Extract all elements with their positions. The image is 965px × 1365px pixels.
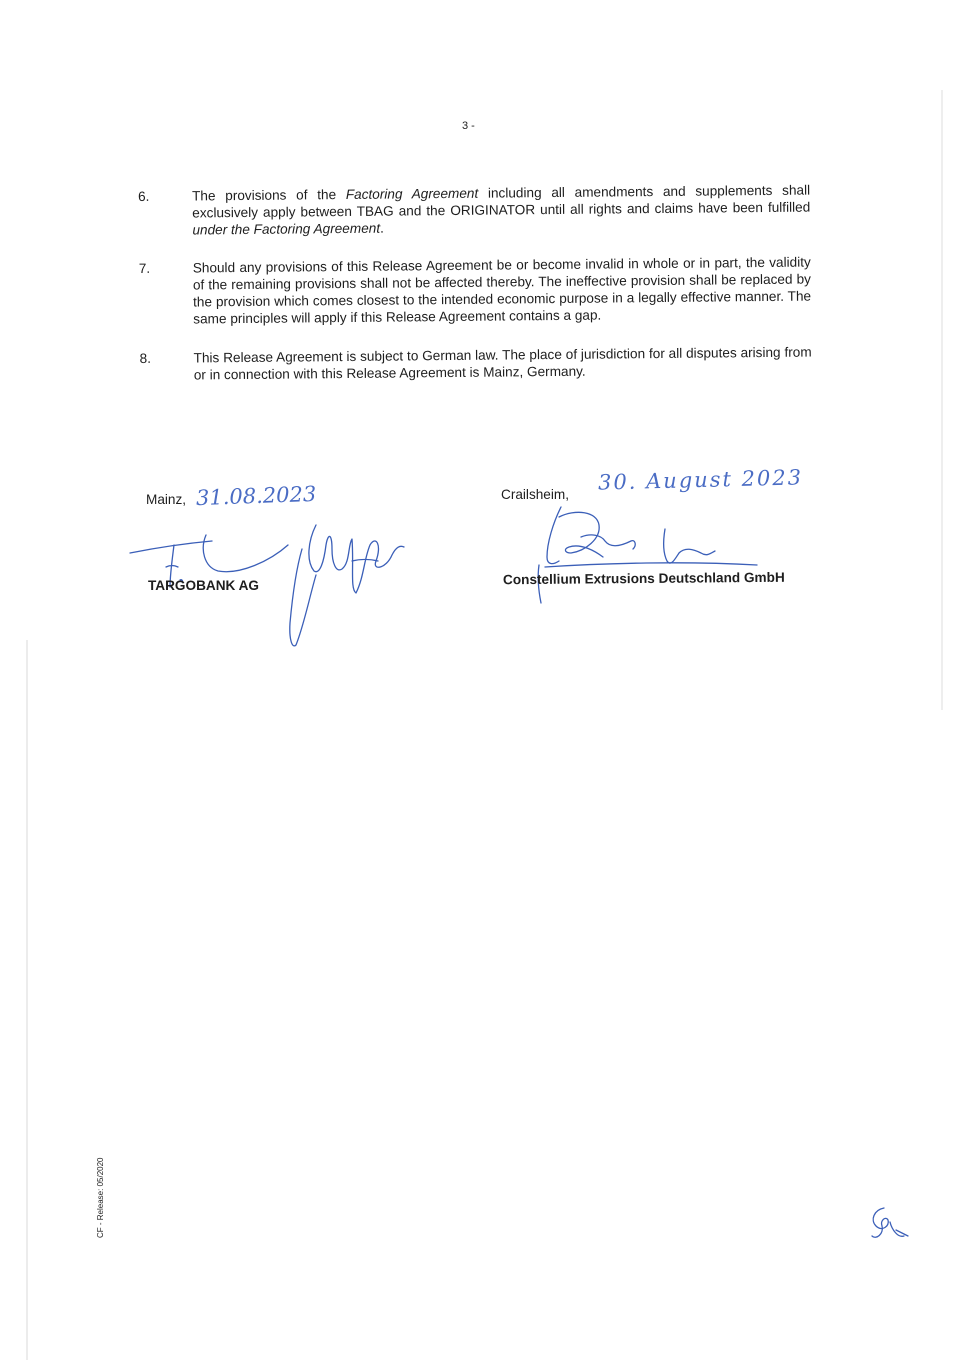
clause-list xyxy=(138,182,814,383)
defined-term: Factoring Agreement xyxy=(345,185,479,203)
scan-edge-left xyxy=(26,640,28,1360)
clause-text: The provisions of the Factoring Agreement including all amendments and supplements shall exclusively apply between TBAG and the ORIGINATOR until all rights and claims have been fulfilled under the Factoring Agreement. xyxy=(192,182,811,238)
clause-number: 6. xyxy=(138,188,150,204)
clause-text: Should any provisions of this Release Agreement be or become invalid in whole or in part, the validity of the remaining provisions shall not be affected thereby. The ineffective provision shall be replaced by the provision which comes closest to the intended economic purpose in a legally effective manner. The same principles will apply if this Release Agreement contains a gap. xyxy=(192,254,812,327)
clause-text: This Release Agreement is subject to German law. The place of jurisdiction for all disputes arising from or in connection with this Release Agreement is Mainz, Germany. xyxy=(193,344,812,383)
clause-number: 8. xyxy=(139,350,152,366)
signature-place: Crailsheim, xyxy=(501,487,569,502)
signatory-company: Constellium Extrusions Deutschland GmbH xyxy=(502,569,785,588)
handwritten-date: 30. August 2023 xyxy=(597,465,804,495)
release-footer: CF - Release: 05/2020 xyxy=(96,1157,105,1238)
handwritten-initials xyxy=(864,1200,914,1250)
clause-6 xyxy=(138,182,814,238)
clause-number: 7. xyxy=(138,260,151,276)
clause-7 xyxy=(138,254,815,327)
handwritten-signature-constellium xyxy=(525,495,765,610)
signatory-company: TARGOBANK AG xyxy=(148,578,260,593)
signature-place: Mainz, xyxy=(146,492,187,507)
handwritten-date: 31.08.2023 xyxy=(195,481,317,511)
scan-edge-right xyxy=(941,90,943,710)
defined-term: under the Factoring Agreement xyxy=(192,220,381,238)
clause-8 xyxy=(139,344,816,383)
page-number: 3 - xyxy=(462,120,475,132)
